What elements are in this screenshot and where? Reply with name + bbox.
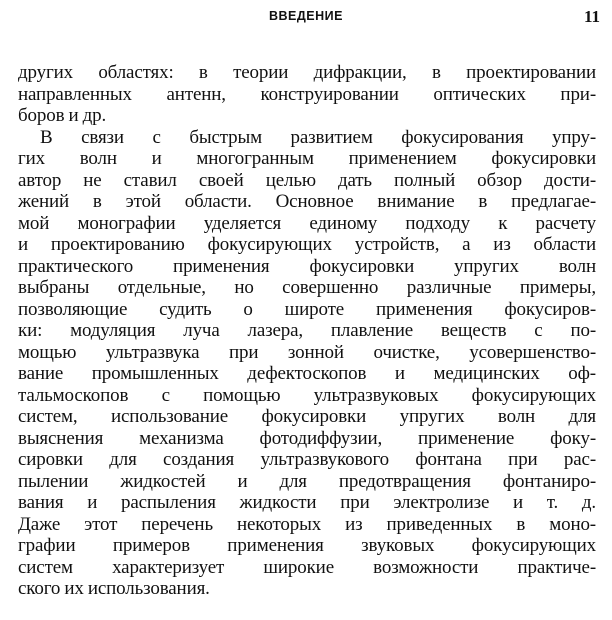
text-line: автор не ставил своей целью дать полный обзор дости- — [18, 169, 596, 191]
text-line: других областях: в теории дифракции, в проектировании — [18, 62, 596, 83]
text-line: направленных антенн, конструировании оптических при- — [18, 83, 596, 105]
text-line: гих волн и многогранным применением фокусировки — [18, 148, 596, 169]
text-line: мой монографии уделяется единому подходу к расчету — [18, 212, 596, 234]
text-line: практического применения фокусировки упругих волн — [18, 255, 596, 277]
page-number: 11 — [583, 7, 600, 26]
text-line: позволяющие судить о широте применения фокусиров- — [18, 298, 596, 320]
text-line: ки: модуляция луча лазера, плавление веществ с по- — [18, 320, 596, 341]
text-line: выбраны отдельные, но совершенно различные примеры, — [18, 277, 596, 298]
text-line: боров и др. — [18, 105, 107, 126]
text-line: графии примеров применения звуковых фокусирующих — [18, 535, 596, 556]
text-line: Даже этот перечень некоторых из приведенных в моно- — [18, 513, 596, 535]
text-line: выяснения механизма фотодиффузии, применение фоку- — [18, 427, 596, 449]
paragraph — [18, 127, 596, 600]
text-line: В связи с быстрым развитием фокусирования упру- — [40, 126, 596, 148]
text-line: пылении жидкостей и для предотвращения фонтаниро- — [18, 470, 596, 492]
text-line: сировки для создания ультразвукового фонтана при рас- — [18, 449, 596, 470]
paragraph — [18, 62, 596, 127]
text-line: и проектированию фокусирующих устройств, а из области — [18, 234, 596, 255]
chapter-title: ВВЕДЕНИЕ — [269, 9, 343, 23]
text-line: систем характеризует широкие возможности практиче- — [18, 556, 596, 578]
text-line: систем, использование фокусировки упругих волн для — [18, 406, 596, 427]
text-line: ского их использования. — [18, 578, 210, 599]
text-line: вания и распыления жидкости при электролизе и т. д. — [18, 492, 596, 513]
running-header — [0, 9, 612, 29]
text-line: мощью ультразвука при зонной очистке, усовершенство- — [18, 341, 596, 363]
body-text — [18, 62, 596, 600]
text-line: жений в этой области. Основное внимание в предлагае- — [18, 191, 596, 212]
text-line: вание промышленных дефектоскопов и медицинских оф- — [18, 363, 596, 384]
text-line: тальмоскопов с помощью ультразвуковых фокусирующих — [18, 384, 596, 406]
